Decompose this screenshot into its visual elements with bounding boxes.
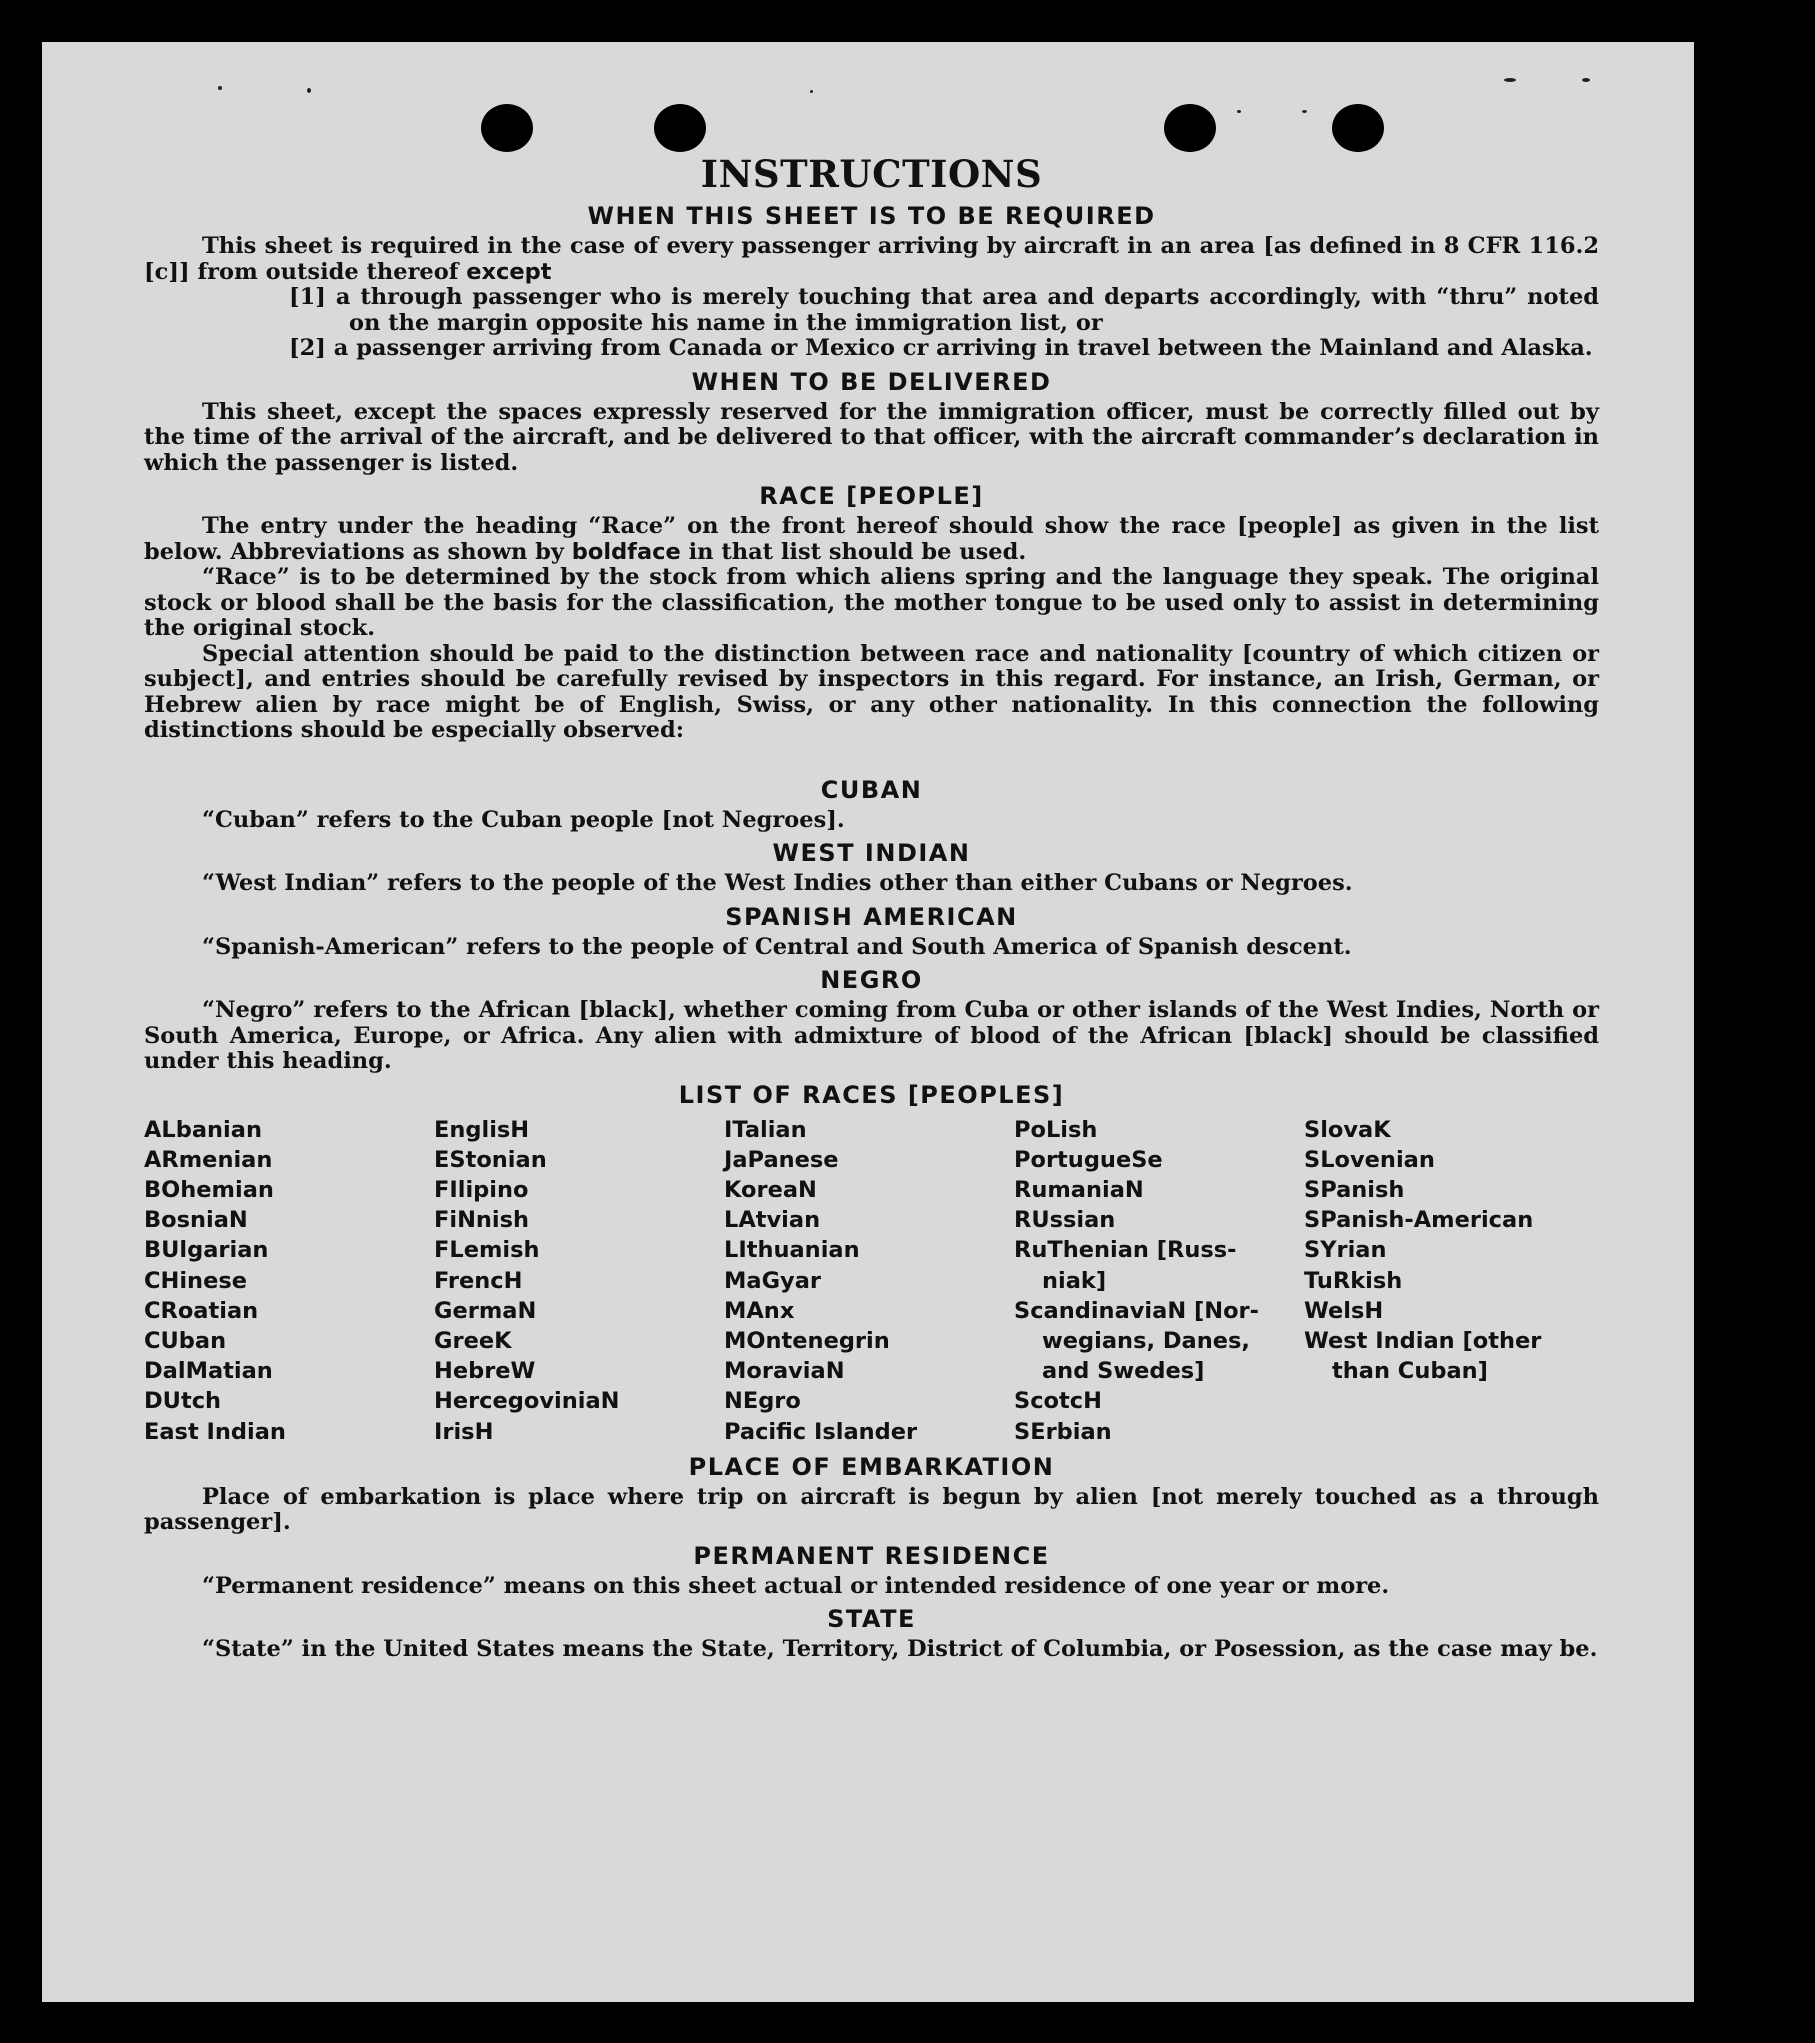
section-heading-delivered: WHEN TO BE DELIVERED: [691, 367, 1052, 396]
required-intro-except: except: [466, 258, 552, 285]
race-item: East Indian: [144, 1418, 286, 1445]
race-item: WelsH: [1304, 1297, 1384, 1324]
race-item: JaPanese: [724, 1146, 839, 1173]
race-paragraph-2: “Race” is to be determined by the stock from which aliens spring and the language they speak. The original stock or blood shall be the basis for the classification, the mother tongue to be used only to assist in determining the original stock.: [144, 564, 1599, 641]
race-paragraph-3: Special attention should be paid to the distinction between race and nationality [country of which citizen or subject], and entries should be carefully revised by inspectors in this regard. For instance, an Irish, German, or Hebrew alien by race might be of English, Swiss, or any other nationality. In this connection the following distinctions should be especially observed:: [144, 640, 1599, 743]
race-p1-text-c: in that list should be used.: [680, 538, 1027, 565]
speck: [1582, 78, 1590, 82]
section-heading-cuban: CUBAN: [820, 775, 923, 804]
race-item: ITalian: [724, 1116, 807, 1143]
race-item: GermaN: [434, 1297, 537, 1324]
race-item: MOntenegrin: [724, 1327, 890, 1354]
embarkation-text: Place of embarkation is place where trip on aircraft is begun by alien [not merely touched as a through passenger].: [144, 1483, 1599, 1536]
race-item: MAnx: [724, 1297, 795, 1324]
race-item: IrisH: [434, 1418, 494, 1445]
spacer: [144, 744, 1599, 770]
instructions-content: [144, 152, 1599, 1663]
race-item: FiNnish: [434, 1207, 530, 1234]
race-p1-boldface: boldface: [571, 538, 681, 565]
races-column-3: [724, 1115, 1014, 1447]
race-item: HebreW: [434, 1358, 536, 1385]
document-page: [42, 42, 1694, 2002]
race-item: MaGyar: [724, 1267, 821, 1294]
section-heading-race: RACE [PEOPLE]: [759, 482, 984, 510]
race-item: FrencH: [434, 1267, 523, 1294]
race-item: West Indian [other: [1304, 1327, 1542, 1354]
race-item-continued: wegians, Danes,: [1042, 1327, 1250, 1354]
section-heading-embarkation: PLACE OF EMBARKATION: [688, 1452, 1055, 1481]
race-item: ALbanian: [144, 1116, 262, 1143]
races-column-2: [434, 1115, 724, 1447]
race-item: DalMatian: [144, 1358, 273, 1385]
race-item: EStonian: [434, 1146, 547, 1173]
race-item-continued: than Cuban]: [1332, 1358, 1488, 1385]
race-item: ScotcH: [1014, 1388, 1102, 1415]
race-item: CHinese: [144, 1267, 247, 1294]
cuban-text: “Cuban” refers to the Cuban people [not Negroes].: [202, 806, 845, 833]
race-item-continued: and Swedes]: [1042, 1358, 1205, 1385]
race-item: BOhemian: [144, 1176, 274, 1203]
race-item: CRoatian: [144, 1297, 259, 1324]
races-column-5: [1304, 1115, 1604, 1447]
race-item: CUban: [144, 1327, 227, 1354]
race-item: NEgro: [724, 1388, 801, 1415]
race-item: SErbian: [1014, 1418, 1112, 1445]
race-item: KoreaN: [724, 1176, 817, 1203]
race-item: SPanish: [1304, 1176, 1405, 1203]
race-item: PoLish: [1014, 1116, 1098, 1143]
race-p1-text-a: The entry under the heading “Race” on the front hereof should show the race [people] as given in the list below. Abbreviations as shown by: [144, 513, 1599, 565]
race-item: EnglisH: [434, 1116, 530, 1143]
spanish-american-text: “Spanish-American” refers to the people of Central and South America of Spanish descent.: [202, 933, 1352, 960]
speck: [307, 88, 311, 93]
required-intro: [144, 234, 1599, 285]
page-title: INSTRUCTIONS: [700, 152, 1043, 196]
speck: [1237, 110, 1241, 113]
required-item-2: [2] a passenger arriving from Canada or Mexico cr arriving in travel between the Mainland and Alaska.: [289, 335, 1593, 361]
section-heading-required: WHEN THIS SHEET IS TO BE REQUIRED: [587, 202, 1156, 230]
race-item: HercegoviniaN: [434, 1388, 620, 1415]
section-heading-state: STATE: [827, 1605, 916, 1634]
required-intro-text: This sheet is required in the case of every passenger arriving by aircraft in an area [as defined in 8 CFR 116.2 [c]] from outside thereof: [144, 233, 1599, 285]
race-item: Pacific Islander: [724, 1418, 918, 1445]
punch-hole: [1332, 104, 1384, 152]
race-item: ScandinaviaN [Nor-: [1014, 1297, 1259, 1324]
section-heading-permanent-residence: PERMANENT RESIDENCE: [693, 1541, 1050, 1570]
speck: [1302, 110, 1307, 113]
races-column-4: [1014, 1115, 1304, 1447]
section-heading-list-of-races: LIST OF RACES [PEOPLES]: [678, 1080, 1065, 1109]
race-item: FIlipino: [434, 1176, 529, 1203]
section-heading-spanish-american: SPANISH AMERICAN: [725, 902, 1018, 931]
race-item: DUtch: [144, 1388, 222, 1415]
race-paragraph-1: [144, 514, 1599, 565]
punch-hole: [481, 104, 533, 152]
race-item: TuRkish: [1304, 1267, 1403, 1294]
race-item: ARmenian: [144, 1146, 273, 1173]
race-item: SLovenian: [1304, 1146, 1435, 1173]
permanent-residence-text: “Permanent residence” means on this sheet actual or intended residence of one year or more.: [202, 1572, 1390, 1599]
race-item: BosniaN: [144, 1207, 248, 1234]
required-item-1: [1] a through passenger who is merely touching that area and departs accordingly, with “thru” noted on the margin opposite his name in the immigration list, or: [289, 284, 1599, 336]
delivered-text: This sheet, except the spaces expressly reserved for the immigration officer, must be correctly filled out by the time of the arrival of the aircraft, and be delivered to that officer, with the aircraft commander’s declaration in which the passenger is listed.: [144, 398, 1599, 476]
race-item: RuThenian [Russ-: [1014, 1237, 1237, 1264]
race-item: GreeK: [434, 1327, 512, 1354]
race-item: BUlgarian: [144, 1237, 269, 1264]
west-indian-text: “West Indian” refers to the people of the West Indies other than either Cubans or Negroes.: [202, 870, 1353, 896]
race-item: RumaniaN: [1014, 1176, 1144, 1203]
race-item: PortugueSe: [1014, 1146, 1163, 1173]
race-item: LIthuanian: [724, 1237, 860, 1264]
state-text: “State” in the United States means the State, Territory, District of Columbia, or Posession, as the case may be.: [202, 1636, 1598, 1663]
race-item: MoraviaN: [724, 1358, 845, 1385]
negro-text: “Negro” refers to the African [black], whether coming from Cuba or other islands of the West Indies, North or South America, Europe, or Africa. Any alien with admixture of blood of the African [black] should be classified under this heading.: [144, 997, 1599, 1074]
race-item: RUssian: [1014, 1207, 1116, 1234]
races-column-1: [144, 1115, 434, 1447]
section-heading-west-indian: WEST INDIAN: [772, 839, 971, 867]
race-item: SPanish-American: [1304, 1207, 1534, 1234]
speck: [810, 90, 813, 93]
section-heading-negro: NEGRO: [820, 966, 923, 994]
punch-hole: [654, 104, 706, 152]
race-item: FLemish: [434, 1237, 540, 1264]
race-item: SlovaK: [1304, 1116, 1391, 1143]
punch-hole: [1164, 104, 1216, 152]
speck: [1504, 78, 1516, 82]
race-item-continued: niak]: [1042, 1267, 1107, 1294]
race-item: LAtvian: [724, 1207, 821, 1234]
speck: [218, 86, 222, 90]
race-item: SYrian: [1304, 1237, 1387, 1264]
races-list: [144, 1115, 1599, 1447]
